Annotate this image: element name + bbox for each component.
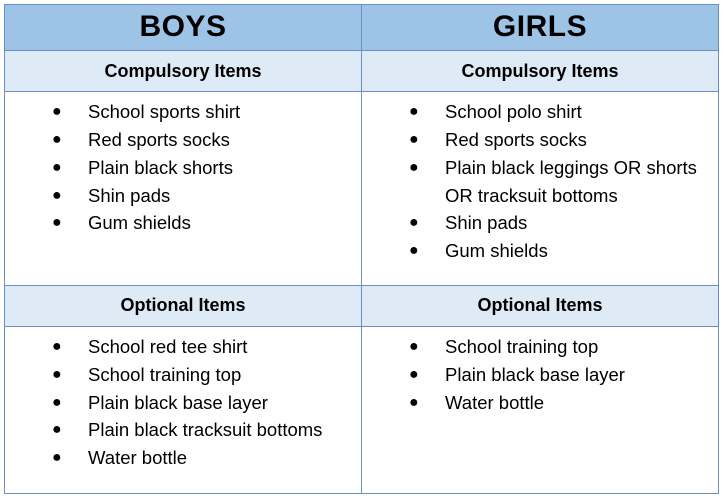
list-item-text: Plain black leggings OR shorts OR tracksuit bottoms — [445, 156, 697, 206]
bullet-icon: ● — [409, 103, 419, 121]
list-item-text: Red sports socks — [88, 129, 230, 151]
boys-compulsory-heading: Compulsory Items — [5, 50, 362, 92]
list-item — [5, 333, 361, 361]
optional-items-row — [5, 327, 719, 494]
boys-optional-cell — [5, 327, 362, 494]
list-item — [362, 126, 718, 154]
bullet-icon: ● — [52, 214, 62, 232]
list-item — [362, 154, 718, 209]
bullet-icon: ● — [52, 338, 62, 356]
list-item-text: Water bottle — [445, 391, 545, 413]
bullet-icon: ● — [52, 158, 62, 176]
optional-subheader-row — [5, 285, 719, 327]
list-item-text: Gum shields — [88, 212, 191, 234]
girls-optional-heading: Optional Items — [362, 285, 719, 327]
list-item-text: School training top — [88, 363, 242, 385]
list-item-text: Shin pads — [88, 184, 171, 206]
list-item-text: Gum shields — [445, 239, 548, 261]
boys-optional-heading: Optional Items — [5, 285, 362, 327]
bullet-icon: ● — [52, 103, 62, 121]
boys-compulsory-list — [5, 92, 361, 237]
bullet-icon: ● — [52, 421, 62, 439]
list-item — [362, 389, 718, 417]
bullet-icon: ● — [409, 158, 419, 176]
list-item — [5, 182, 361, 210]
list-item-text: Red sports socks — [445, 129, 587, 151]
kit-list-table — [4, 4, 719, 494]
list-item — [5, 154, 361, 182]
bullet-icon: ● — [52, 449, 62, 467]
header-row — [5, 5, 719, 51]
list-item-text: Shin pads — [445, 212, 528, 234]
list-item-text: Plain black shorts — [88, 156, 233, 178]
girls-compulsory-heading: Compulsory Items — [362, 50, 719, 92]
list-item — [362, 98, 718, 126]
list-item — [362, 209, 718, 237]
list-item — [5, 361, 361, 389]
list-item — [5, 126, 361, 154]
list-item-text: Plain black tracksuit bottoms — [88, 419, 323, 441]
girls-optional-list — [362, 327, 718, 416]
list-item — [362, 361, 718, 389]
bullet-icon: ● — [409, 365, 419, 383]
girls-optional-cell — [362, 327, 719, 494]
list-item-text: Plain black base layer — [88, 391, 268, 413]
list-item — [5, 416, 361, 444]
girls-heading: GIRLS — [362, 5, 719, 51]
bullet-icon: ● — [52, 365, 62, 383]
list-item-text: School sports shirt — [88, 101, 241, 123]
bullet-icon: ● — [409, 241, 419, 259]
list-item — [5, 98, 361, 126]
bullet-icon: ● — [52, 393, 62, 411]
compulsory-items-row — [5, 92, 719, 285]
list-item-text: School training top — [445, 336, 599, 358]
bullet-icon: ● — [52, 131, 62, 149]
bullet-icon: ● — [409, 214, 419, 232]
list-item-text: Water bottle — [88, 447, 188, 469]
list-item-text: School red tee shirt — [88, 336, 248, 358]
list-item — [5, 389, 361, 417]
list-item-text: School polo shirt — [445, 101, 582, 123]
list-item — [5, 209, 361, 237]
boys-heading: BOYS — [5, 5, 362, 51]
bullet-icon: ● — [409, 393, 419, 411]
compulsory-subheader-row — [5, 50, 719, 92]
list-item — [362, 333, 718, 361]
list-item — [362, 237, 718, 265]
bullet-icon: ● — [409, 131, 419, 149]
girls-compulsory-list — [362, 92, 718, 264]
girls-compulsory-cell — [362, 92, 719, 285]
boys-compulsory-cell — [5, 92, 362, 285]
boys-optional-list — [5, 327, 361, 472]
list-item — [5, 444, 361, 472]
bullet-icon: ● — [409, 338, 419, 356]
list-item-text: Plain black base layer — [445, 363, 625, 385]
bullet-icon: ● — [52, 186, 62, 204]
